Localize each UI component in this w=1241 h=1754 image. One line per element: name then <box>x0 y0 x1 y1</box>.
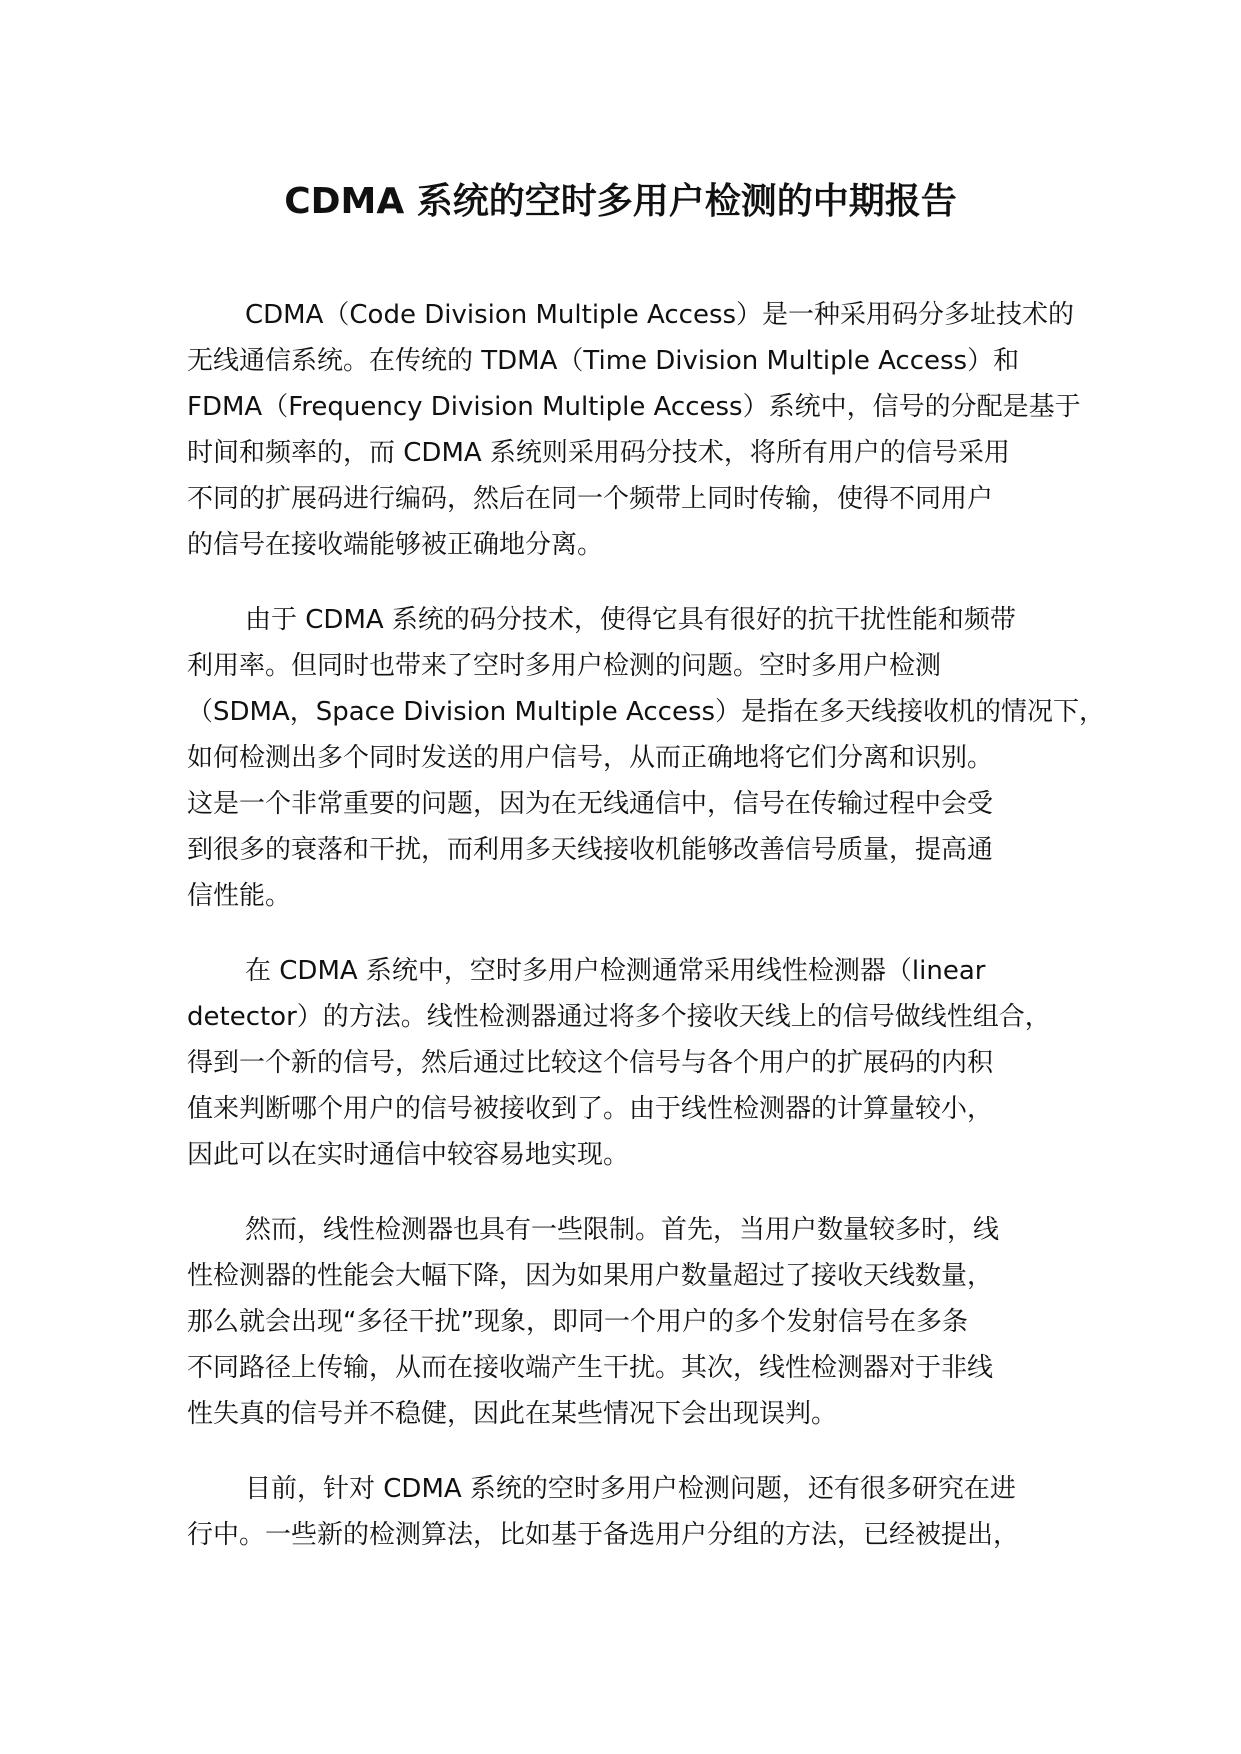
paragraph-line: 性检测器的性能会大幅下降，因为如果用户数量超过了接收天线数量， <box>187 1261 994 1291</box>
paragraph-line: 无线通信系统。在传统的 TDMA（Time Division Multiple Access）和 <box>187 346 1020 376</box>
paragraph-line: （SDMA，Space Division Multiple Access）是指在多天线接收机的情况下， <box>187 697 1106 727</box>
paragraph-line: 然而，线性检测器也具有一些限制。首先，当用户数量较多时，线 <box>245 1215 1000 1245</box>
paragraph-line: 由于 CDMA 系统的码分技术，使得它具有很好的抗干扰性能和频带 <box>245 605 1016 635</box>
paragraph-line: 的信号在接收端能够被正确地分离。 <box>187 530 604 560</box>
paragraph-line: 得到一个新的信号，然后通过比较这个信号与各个用户的扩展码的内积 <box>187 1048 994 1078</box>
document-title: CDMA 系统的空时多用户检测的中期报告 <box>284 181 957 222</box>
paragraph-line: 这是一个非常重要的问题，因为在无线通信中，信号在传输过程中会受 <box>187 789 994 819</box>
paragraph-line: 那么就会出现“多径干扰”现象，即同一个用户的多个发射信号在多条 <box>187 1307 968 1337</box>
paragraph-4 <box>187 1207 1087 1437</box>
paragraph-line: 利用率。但同时也带来了空时多用户检测的问题。空时多用户检测 <box>187 651 942 681</box>
paragraph-line: 如何检测出多个同时发送的用户信号，从而正确地将它们分离和识别。 <box>187 743 994 773</box>
paragraph-line: detector）的方法。线性检测器通过将多个接收天线上的信号做线性组合， <box>187 1002 1051 1032</box>
paragraph-line: 性失真的信号并不稳健，因此在某些情况下会出现误判。 <box>187 1399 838 1429</box>
paragraph-line: 行中。一些新的检测算法，比如基于备选用户分组的方法，已经被提出， <box>187 1520 1020 1550</box>
paragraph-1 <box>187 292 1087 568</box>
paragraph-line: 目前，针对 CDMA 系统的空时多用户检测问题，还有很多研究在进 <box>245 1474 1016 1504</box>
paragraph-line: 因此可以在实时通信中较容易地实现。 <box>187 1140 630 1170</box>
paragraph-line: 到很多的衰落和干扰，而利用多天线接收机能够改善信号质量，提高通 <box>187 835 994 865</box>
paragraph-line: 信性能。 <box>187 881 292 911</box>
paragraph-line: 不同的扩展码进行编码，然后在同一个频带上同时传输，使得不同用户 <box>187 484 994 514</box>
paragraph-line: FDMA（Frequency Division Multiple Access）系统中，信号的分配是基于 <box>187 392 1081 422</box>
paragraph-line: 在 CDMA 系统中，空时多用户检测通常采用线性检测器（linear <box>245 956 986 986</box>
paragraph-line: 时间和频率的，而 CDMA 系统则采用码分技术，将所有用户的信号采用 <box>187 438 1010 468</box>
paragraph-2 <box>187 597 1106 919</box>
paragraph-5 <box>187 1466 1087 1558</box>
paragraph-line: CDMA（Code Division Multiple Access）是一种采用码分多址技术的 <box>245 300 1075 330</box>
document-body <box>187 292 1106 1587</box>
paragraph-line: 值来判断哪个用户的信号被接收到了。由于线性检测器的计算量较小， <box>187 1094 994 1124</box>
paragraph-line: 不同路径上传输，从而在接收端产生干扰。其次，线性检测器对于非线 <box>187 1353 994 1383</box>
paragraph-3 <box>187 948 1087 1178</box>
